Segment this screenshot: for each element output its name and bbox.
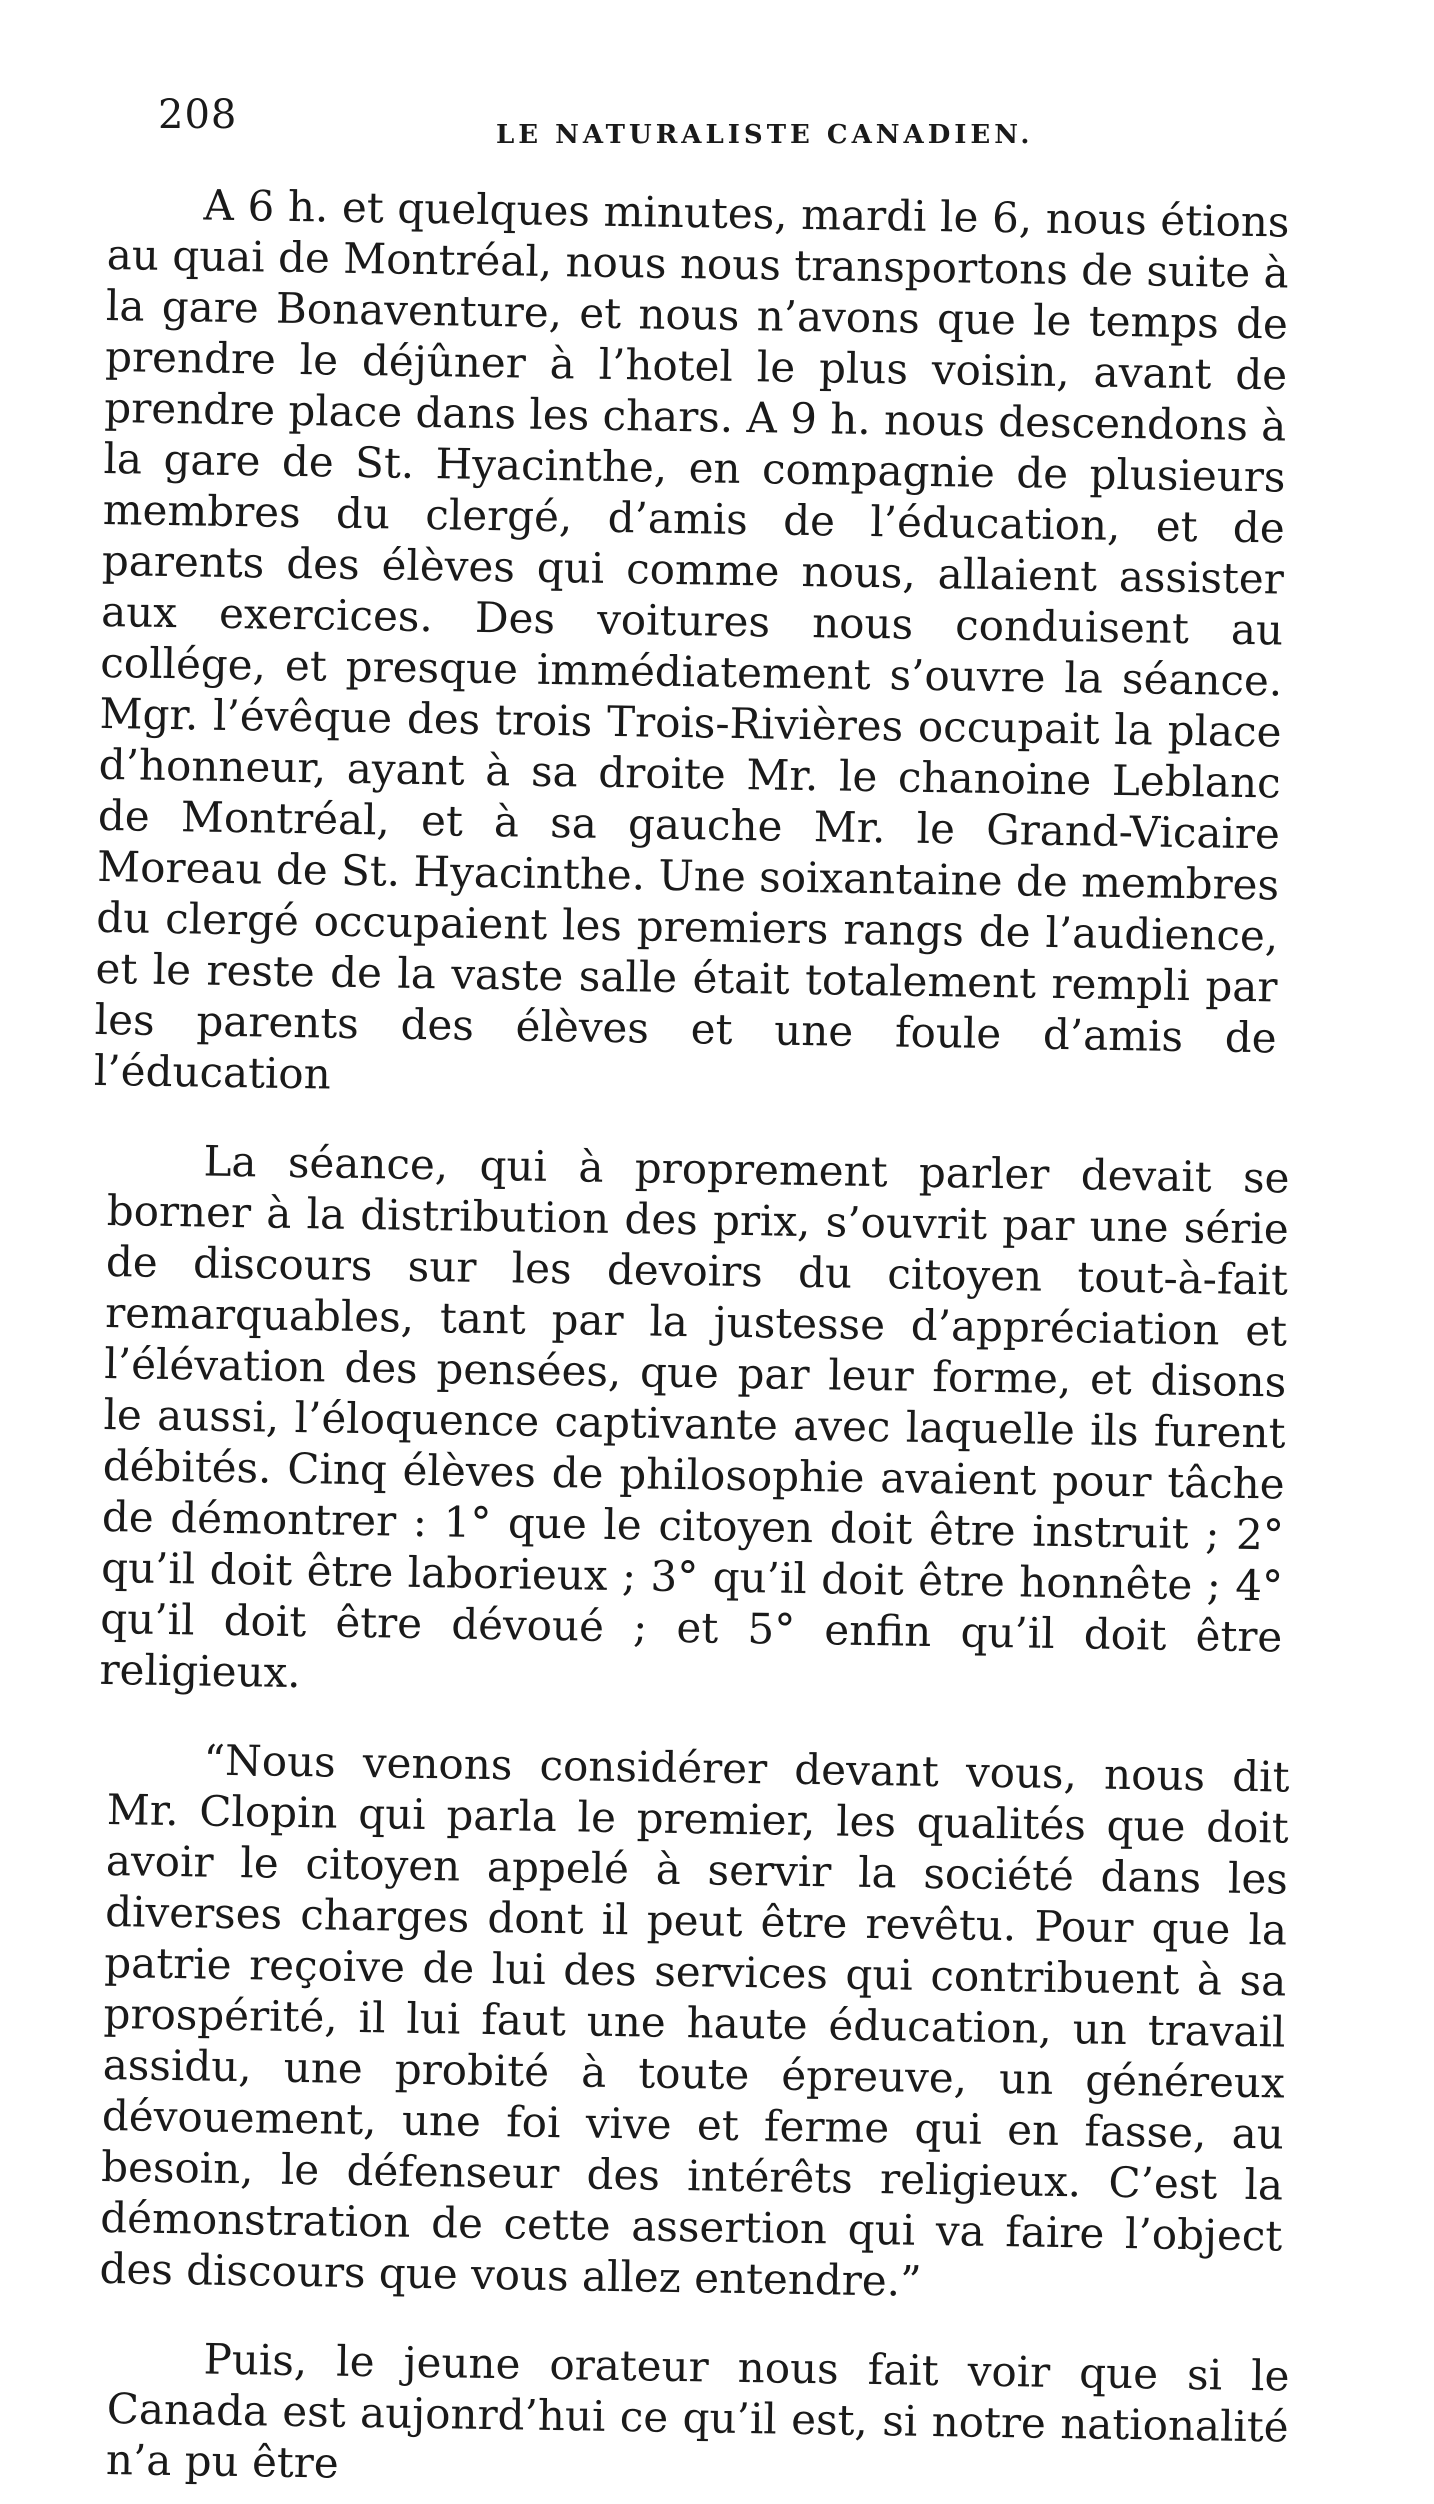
paragraph-4: Puis, le jeune orateur nous fait voir que si le Canada est aujonrd’hui ce qu’il est, si notre nationalité n’a pu être	[105, 2334, 1290, 2488]
paragraph-2: La séance, qui à proprement parler devait se borner à la distribution des prix, s’ouvrit par une série de discours sur les devoirs du citoyen tout-à-fait remarquables, tant par la justesse d’appréciation et l’élévation des pensées, que par leur forme, et disons le aussi, l’éloquence captivante avec laquelle ils furent débités. Cinq élèves de philosophie avaient pour tâche de démontrer : 1° que le citoyen doit être instruit ; 2° qu’il doit être laborieux ; 3° qu’il doit être honnête ; 4° qu’il doit être dévoué ; et 5° enfin qu’il doit être religieux.	[99, 1136, 1290, 1698]
running-title: LE NATURALISTE CANADIEN.	[496, 120, 1034, 150]
page-body	[93, 178, 1290, 2488]
paragraph-3: “Nous venons considérer devant vous, nous dit Mr. Clopin qui parla le premier, les qualités que doit avoir le citoyen appelé à servir la société dans les diverses charges dont il peut être revêtu. Pour que la patrie reçoive de lui des services qui contribuent à sa prospérité, il lui faut une haute éducation, un travail assidu, une probité à toute épreuve, un généreux dévouement, une foi vive et ferme qui en fasse, au besoin, le défenseur des intérêts religieux. C’est la démonstration de cette assertion qui va faire l’object des discours que vous allez entendre.”	[99, 1735, 1290, 2306]
page-number: 208	[158, 92, 238, 138]
page-header	[158, 92, 1328, 152]
paragraph-1: A 6 h. et quelques minutes, mardi le 6, nous étions au quai de Montréal, nous nous transportons de suite à la gare Bonaventure, et nous n’avons que le temps de prendre le déjûner à l’hotel le plus voisin, avant de prendre place dans les chars. A 9 h. nous descendons à la gare de St. Hyacinthe, en compagnie de plusieurs membres du clergé, d’amis de l’éducation, et de parents des élèves qui comme nous, allaient assister aux exercices. Des voitures nous conduisent au collége, et presque immédiatement s’ouvre la séance. Mgr. l’évêque des trois Trois-Rivières occupait la place d’honneur, ayant à sa droite Mr. le chanoine Leblanc de Montréal, et à sa gauche Mr. le Grand-Vicaire Moreau de St. Hyacinthe. Une soixantaine de membres du clergé occupaient les premiers rangs de l’audience, et le reste de la vaste salle était totalement rempli par les parents des élèves et une foule d’amis de l’éducation	[93, 180, 1290, 1099]
